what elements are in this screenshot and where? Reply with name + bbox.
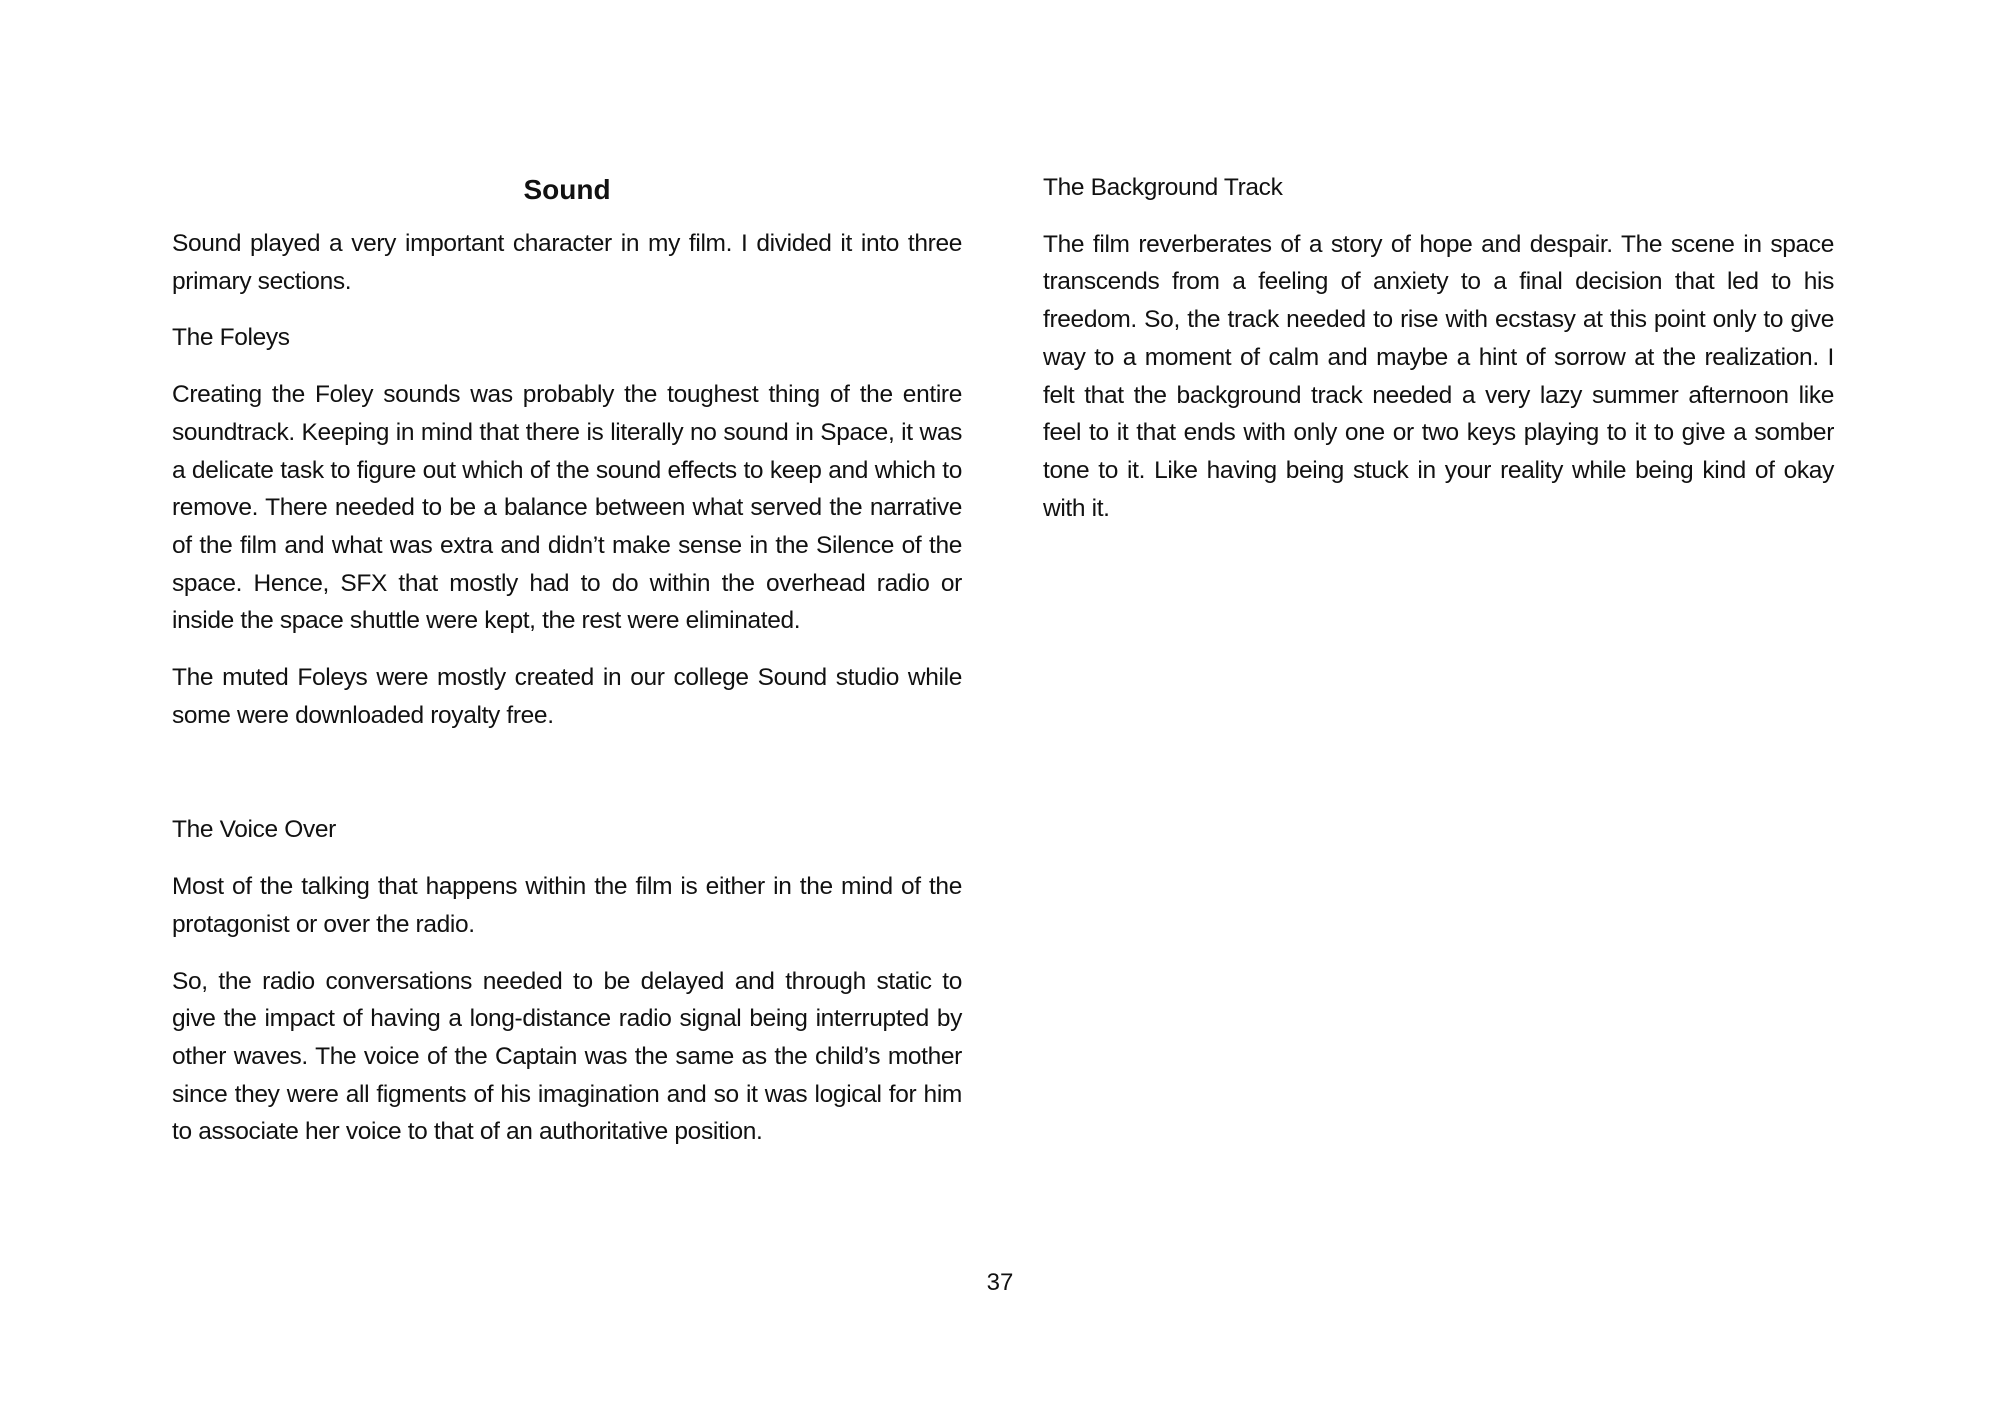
section-heading-voice-over: The Voice Over [172, 816, 336, 844]
page-number: 37 [986, 1269, 1014, 1296]
section-heading-background-track: The Background Track [1043, 174, 1283, 201]
foleys-paragraph-2: The muted Foleys were mostly created in our college Sound studio while some were downloaded royalty free. [172, 664, 962, 729]
background-track-paragraph: The film reverberates of a story of hope and despair. The scene in space transcends from a feeling of anxiety to a final decision that led to his freedom. So, the track needed to rise with ecstasy at this point only to give way to a moment of calm and maybe a hint of sorrow at the realization. I felt that the background track needed a very lazy summer afternoon like feel to it that ends with only one or two keys playing to it to give a somber tone to it. Like having being stuck in your reality while being kind of okay with it. [1043, 230, 1834, 522]
foleys-paragraph-1: Creating the Foley sounds was probably the toughest thing of the entire soundtrack. Keeping in mind that there is literally no sound in Space, it was a delicate task to figure out which of the sound effects to keep and which to remove. There needed to be a balance between what served the narrative of the film and what was extra and didn’t make sense in the Silence of the space. Hence, SFX that mostly had to do within the overhead radio or inside the space shuttle were kept, the rest were eliminated. [172, 381, 962, 635]
section-heading-foleys: The Foleys [172, 324, 290, 352]
voice-over-paragraph-2: So, the radio conversations needed to be delayed and through static to give the impact of having a long-distance radio signal being interrupted by other waves. The voice of the Captain was the same as the child’s mother since they were all figments of his imagination and so it was logical for him to associate her voice to that of an authoritative position. [172, 967, 962, 1146]
right-column [1043, 169, 1834, 546]
page-title: Sound [523, 174, 611, 205]
intro-paragraph: Sound played a very important character in my film. I divided it into three primary sections. [172, 230, 962, 295]
voice-over-paragraph-1: Most of the talking that happens within the film is either in the mind of the protagonist or over the radio. [172, 873, 962, 938]
left-column [172, 170, 962, 1170]
